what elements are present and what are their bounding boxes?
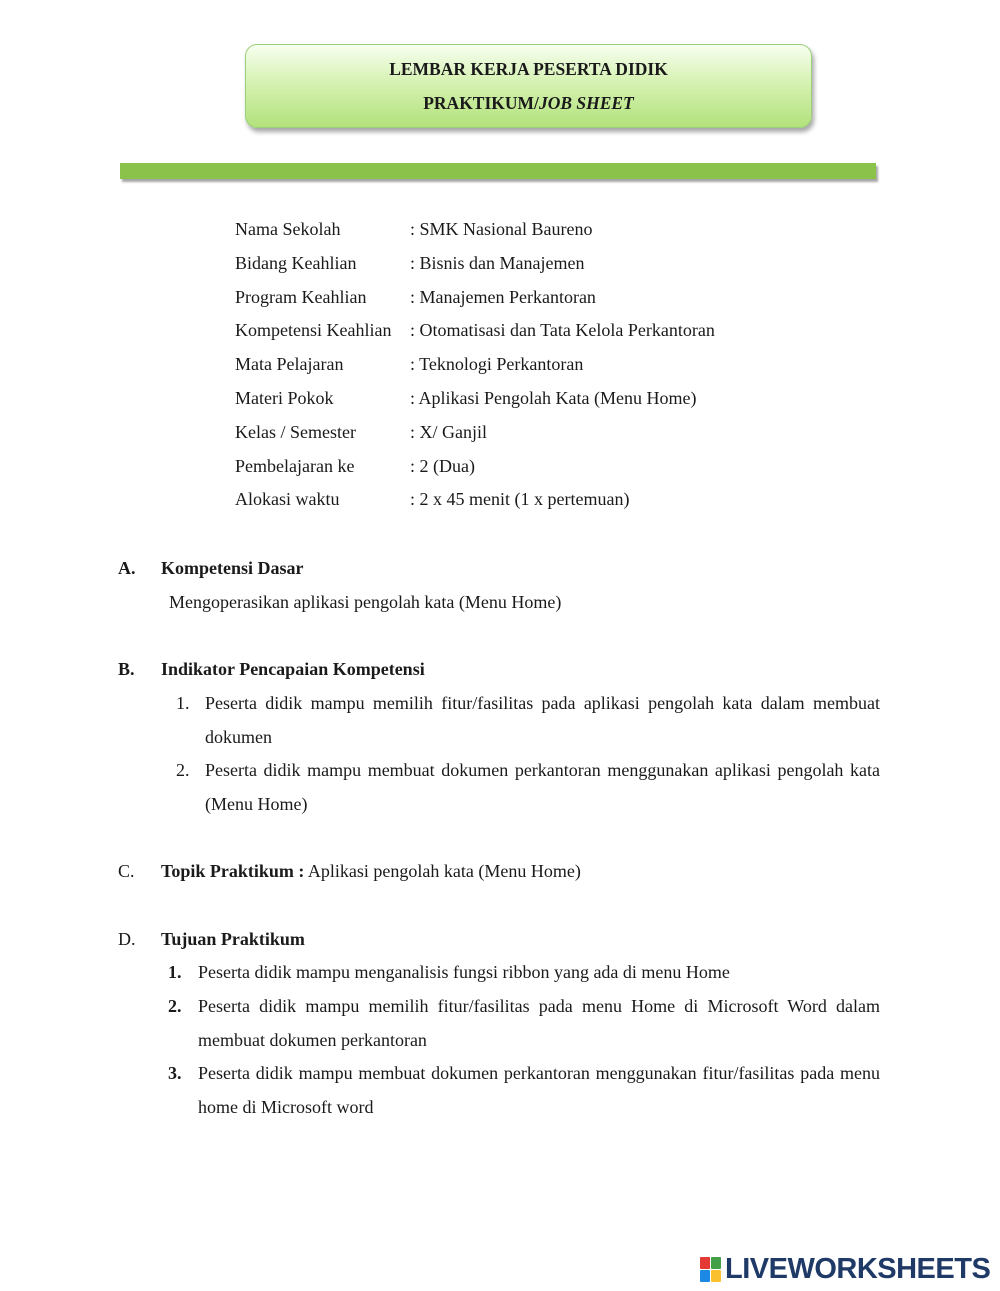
info-value: : Bisnis dan Manajemen: [410, 252, 585, 273]
liveworksheets-logo-icon: [700, 1257, 721, 1282]
liveworksheets-logo[interactable]: [700, 1252, 990, 1286]
info-value: : 2 (Dua): [410, 455, 475, 476]
info-value: : X/ Ganjil: [410, 421, 487, 442]
list-number: 1.: [168, 962, 182, 982]
list-number: 2.: [176, 760, 190, 780]
list-item: [168, 1056, 880, 1124]
section-c-line: [161, 859, 581, 883]
worksheet-subtitle: PRAKTIKUM/JOB SHEET: [423, 93, 634, 113]
list-text: Peserta didik mampu memilih fitur/fasilitas pada aplikasi pengolah kata dalam membuat dokumen: [205, 693, 880, 747]
list-text: Peserta didik mampu membuat dokumen perkantoran menggunakan fitur/fasilitas pada menu home di Microsoft word: [198, 1063, 880, 1117]
list-item: [176, 753, 880, 821]
section-c-body: Aplikasi pengolah kata (Menu Home): [304, 861, 581, 881]
list-number: 3.: [168, 1063, 182, 1083]
list-item: [176, 686, 880, 754]
section-letter: A.: [118, 558, 136, 578]
info-label: Kelas / Semester: [235, 421, 356, 442]
info-row: [235, 420, 715, 454]
info-row: [235, 386, 715, 420]
info-value: : Manajemen Perkantoran: [410, 286, 596, 307]
info-value: : 2 x 45 menit (1 x pertemuan): [410, 489, 630, 510]
header-divider: [120, 163, 876, 179]
section-title: Tujuan Praktikum: [161, 929, 305, 949]
info-label: Nama Sekolah: [235, 219, 341, 239]
info-row: [235, 251, 715, 285]
logo-text: LIVEWORKSHEETS: [725, 1252, 991, 1285]
title-banner: [245, 44, 812, 128]
info-label: Materi Pokok: [235, 387, 334, 408]
info-row: [235, 352, 715, 386]
section-title: Indikator Pencapaian Kompetensi: [161, 659, 425, 679]
section-letter: B.: [118, 659, 135, 679]
info-label: Alokasi waktu: [235, 489, 340, 510]
info-row: [235, 318, 715, 352]
info-row: [235, 217, 715, 251]
list-text: Peserta didik mampu menganalisis fungsi ribbon yang ada di menu Home: [198, 962, 730, 982]
identity-table: [235, 217, 715, 521]
list-number: 2.: [168, 996, 182, 1016]
info-value: : SMK Nasional Baureno: [410, 219, 593, 239]
section-a-body: Mengoperasikan aplikasi pengolah kata (Menu Home): [169, 592, 562, 612]
section-title: Topik Praktikum :: [161, 861, 305, 881]
info-value: : Otomatisasi dan Tata Kelola Perkantoran: [410, 320, 715, 341]
info-label: Pembelajaran ke: [235, 455, 355, 476]
info-label: Kompetensi Keahlian: [235, 320, 392, 341]
info-label: Bidang Keahlian: [235, 252, 357, 273]
section-letter: D.: [118, 929, 136, 949]
info-row: [235, 487, 715, 521]
info-row: [235, 285, 715, 319]
list-item: [168, 955, 880, 989]
list-text: Peserta didik mampu memilih fitur/fasilitas pada menu Home di Microsoft Word dalam membuat dokumen perkantoran: [198, 996, 880, 1050]
section-letter: C.: [118, 861, 135, 881]
section-title: Kompetensi Dasar: [161, 558, 304, 578]
info-row: [235, 454, 715, 488]
info-label: Mata Pelajaran: [235, 354, 344, 375]
worksheet-title: LEMBAR KERJA PESERTA DIDIK: [389, 59, 668, 79]
list-text: Peserta didik mampu membuat dokumen perkantoran menggunakan aplikasi pengolah kata (Menu Home): [205, 760, 880, 814]
info-label: Program Keahlian: [235, 286, 367, 307]
list-item: [168, 989, 880, 1057]
info-value: : Aplikasi Pengolah Kata (Menu Home): [410, 387, 697, 408]
list-number: 1.: [176, 693, 190, 713]
info-value: : Teknologi Perkantoran: [410, 354, 584, 375]
